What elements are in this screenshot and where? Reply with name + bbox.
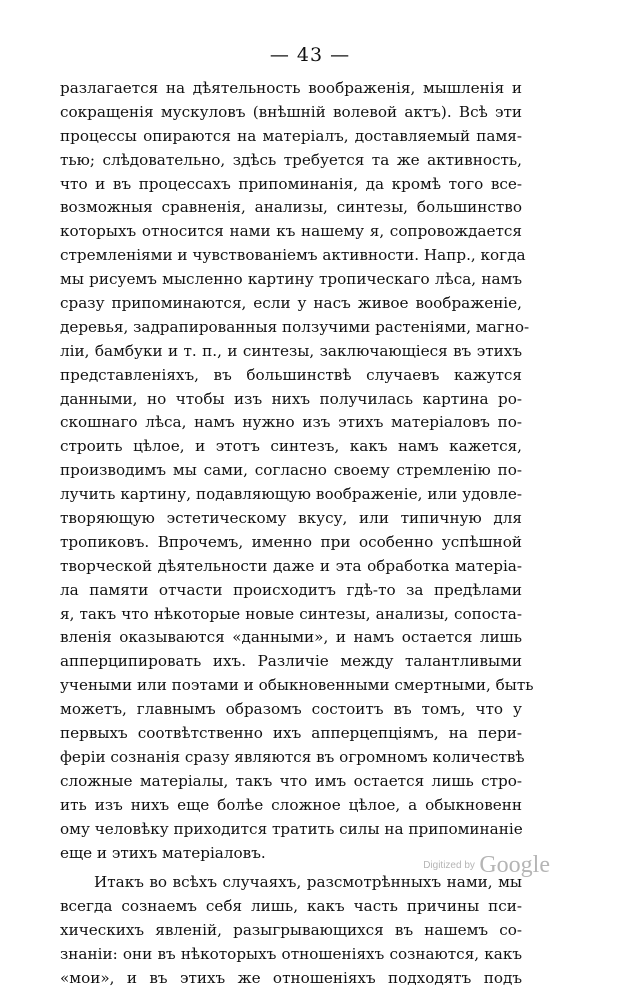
text-line: вленія оказываются «данными», и намъ остается лишь [60, 628, 522, 647]
text-line: мы рисуемъ мысленно картину тропическаго лѣса, намъ [60, 270, 522, 289]
text-line: процессы опираются на матеріалъ, доставляемый памя- [60, 126, 522, 145]
text-line: феріи сознанія сразу являются въ огромномъ количествѣ [60, 747, 525, 766]
text-line: творческой дѣятельности даже и эта обработка матеріа- [60, 556, 522, 575]
paragraph-1 [60, 77, 534, 865]
text-line: «мои», и въ этихъ же отношеніяхъ подходятъ подъ [60, 968, 522, 987]
text-line: лучить картину, подавляющую воображеніе, или удовле- [60, 485, 522, 504]
text-line: я, такъ что нѣкоторые новые синтезы, анализы, сопоста- [60, 604, 522, 623]
text-line: что и въ процессахъ припоминанія, да кромѣ того все- [60, 174, 522, 193]
text-line: ить изъ нихъ еще болѣе сложное цѣлое, а обыкновенн [60, 795, 522, 814]
text-line: которыхъ относится нами къ нашему я, сопровождается [60, 222, 522, 241]
text-line: деревья, задрапированныя ползучими растеніями, магно- [60, 317, 530, 336]
text-line: творяющую эстетическому вкусу, или типичную для [60, 509, 522, 528]
text-line: разлагается на дѣятельность воображенія, мышленія и [60, 79, 522, 97]
text-line: возможныя сравненія, анализы, синтезы, большинство [60, 198, 522, 217]
text-line: сокращенія мускуловъ (внѣшній волевой актъ). Всѣ эти [60, 102, 522, 121]
watermark-digitized-by: Digitized by [423, 860, 475, 871]
text-line: строить цѣлое, и этотъ синтезъ, какъ намъ кажется, [60, 437, 522, 456]
paragraph-2 [60, 871, 522, 990]
text-line: первыхъ соотвѣтственно ихъ апперцепціямъ, на пери- [60, 724, 522, 743]
text-line: ліи, бамбуки и т. п., и синтезы, заключающіеся въ этихъ [60, 341, 522, 360]
text-line: ому человѣку приходится тратить силы на припоминаніе [60, 819, 523, 838]
text-line: сложные матеріалы, такъ что имъ остается лишь стро- [60, 771, 522, 790]
text-line: хическихъ явленій, разыгрывающихся въ нашемъ со- [60, 921, 522, 940]
google-watermark [423, 852, 550, 879]
text-line: скошнаго лѣса, намъ нужно изъ этихъ матеріаловъ по- [60, 413, 522, 432]
text-line: данными, но чтобы изъ нихъ получилась картина ро- [60, 389, 522, 408]
text-line: тью; слѣдовательно, здѣсь требуется та же активность, [60, 150, 522, 169]
google-logo: Google [479, 852, 550, 878]
text-line: тропиковъ. Впрочемъ, именно при особенно успѣшной [60, 532, 522, 551]
text-line: знаніи: они въ нѣкоторыхъ отношеніяхъ сознаются, какъ [60, 945, 522, 964]
text-line: апперципировать ихъ. Различіе между талантливыми [60, 652, 522, 671]
text-line: Итакъ во всѣхъ случаяхъ, разсмотрѣнныхъ нами, мы [94, 873, 522, 892]
text-line: ла памяти отчасти происходитъ гдѣ-то за предѣлами [60, 580, 522, 599]
text-line: сразу припоминаются, если у насъ живое воображеніе, [60, 294, 522, 313]
text-line: представленіяхъ, въ большинствѣ случаевъ кажутся [60, 365, 522, 384]
text-line: производимъ мы сами, согласно своему стремленію по- [60, 461, 522, 480]
text-line: всегда сознаемъ себя лишь, какъ часть причины пси- [60, 897, 522, 916]
text-line: стремленіями и чувствованіемъ активности. Напр., когда [60, 246, 526, 265]
text-line: можетъ, главнымъ образомъ состоитъ въ томъ, что у [60, 700, 522, 719]
text-line: учеными или поэтами и обыкновенными смертными, быть [60, 676, 534, 695]
page-number: — 43 — [269, 44, 351, 66]
text-line: еще и этихъ матеріаловъ. [60, 843, 266, 862]
